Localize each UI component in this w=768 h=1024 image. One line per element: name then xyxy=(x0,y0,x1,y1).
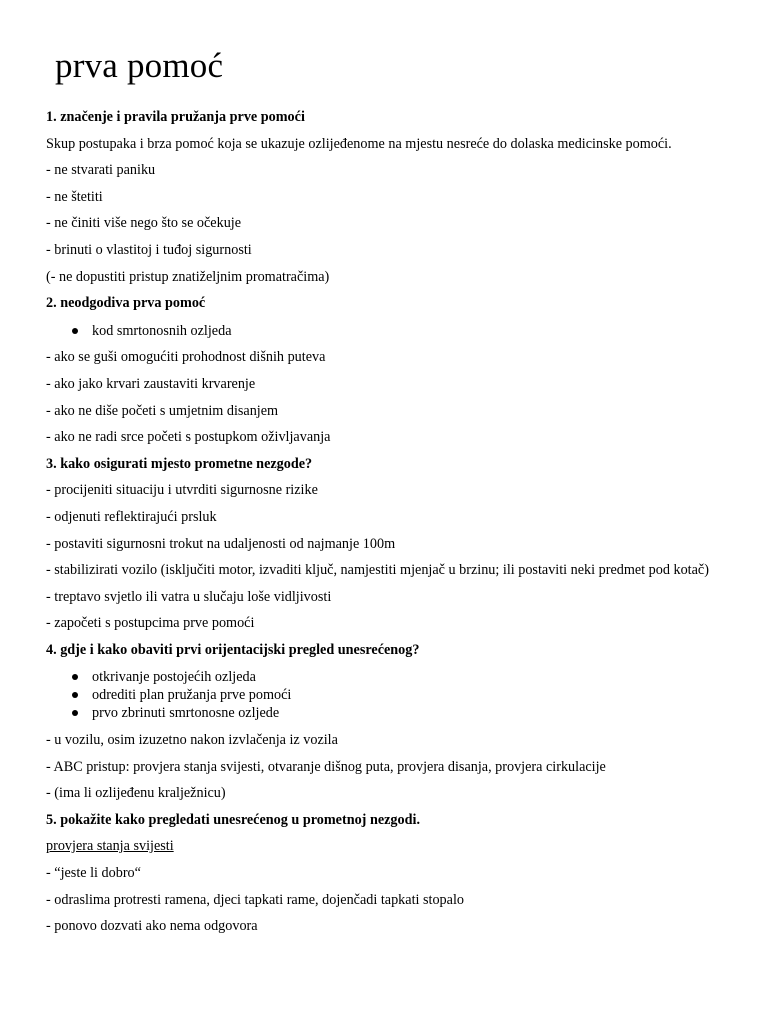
list-item: - započeti s postupcima prve pomoći xyxy=(46,615,255,632)
list-item: - ako jako krvari zaustaviti krvarenje xyxy=(46,375,256,392)
list-item: (- ne dopustiti pristup znatiželjnim promatračima) xyxy=(46,268,330,285)
list-item: - brinuti o vlastitoj i tuđoj sigurnosti xyxy=(46,241,252,258)
bullet-icon xyxy=(72,328,78,334)
bullet-item xyxy=(46,668,726,686)
section-2-heading: 2. neodgodiva prva pomoć xyxy=(46,295,206,312)
bullet-list xyxy=(46,322,726,340)
bullet-text: kod smrtonosnih ozljeda xyxy=(92,322,232,339)
list-item: - ako ne radi srce početi s postupkom oživljavanja xyxy=(46,429,331,446)
bullet-item xyxy=(46,686,726,704)
section-3-heading: 3. kako osigurati mjesto prometne nezgode? xyxy=(46,455,313,472)
section-1-heading: 1. značenje i pravila pružanja prve pomoći xyxy=(46,109,305,125)
section-4-heading: 4. gdje i kako obaviti prvi orijentacijski pregled unesrećenog? xyxy=(46,641,420,658)
bullet-icon xyxy=(72,674,78,680)
section-1-intro: Skup postupaka i brza pomoć koja se ukazuje ozlijeđenome na mjestu nesreće do dolaska medicinske pomoći. xyxy=(46,135,672,152)
bullet-text: odrediti plan pružanja prve pomoći xyxy=(92,687,292,704)
list-item: - ponovo dozvati ako nema odgovora xyxy=(46,918,258,935)
section-5-heading: 5. pokažite kako pregledati unesrećenog u prometnoj nezgodi. xyxy=(46,811,421,828)
list-item: - procijeniti situaciju i utvrditi sigurnosne rizike xyxy=(46,482,318,499)
bullet-item xyxy=(46,704,726,722)
section-5-subheading: provjera stanja svijesti xyxy=(46,838,174,855)
list-item: - “jeste li dobro“ xyxy=(46,865,141,882)
list-item: - stabilizirati vozilo (isključiti motor, izvaditi ključ, namjestiti mjenjač u brzinu; ili postaviti neki predmet pod kotač) xyxy=(46,562,709,579)
list-item: - (ima li ozlijeđenu kralježnicu) xyxy=(46,785,226,802)
bullet-list xyxy=(46,668,726,722)
document-body xyxy=(46,109,726,945)
bullet-icon xyxy=(72,710,78,716)
list-item: - odraslima protresti ramena, djeci tapkati rame, dojenčadi tapkati stopalo xyxy=(46,891,464,908)
list-item: - ne štetiti xyxy=(46,188,103,205)
list-item: - ne stvarati paniku xyxy=(46,162,156,179)
list-item: - u vozilu, osim izuzetno nakon izvlačenja iz vozila xyxy=(46,732,338,749)
list-item: - ABC pristup: provjera stanja svijesti, otvaranje dišnog puta, provjera disanja, provjera cirkulacije xyxy=(46,758,606,775)
bullet-text: prvo zbrinuti smrtonosne ozljede xyxy=(92,705,280,722)
bullet-text: otkrivanje postojećih ozljeda xyxy=(92,669,256,686)
list-item: - ako ne diše početi s umjetnim disanjem xyxy=(46,402,279,419)
list-item: - ako se guši omogućiti prohodnost dišnih puteva xyxy=(46,349,326,366)
bullet-item xyxy=(46,322,726,340)
list-item: - treptavo svjetlo ili vatra u slučaju loše vidljivosti xyxy=(46,588,332,605)
document-title: prva pomoć xyxy=(55,46,224,85)
list-item: - postaviti sigurnosni trokut na udaljenosti od najmanje 100m xyxy=(46,535,396,552)
list-item: - ne činiti više nego što se očekuje xyxy=(46,215,242,232)
list-item: - odjenuti reflektirajući prsluk xyxy=(46,508,217,525)
bullet-icon xyxy=(72,692,78,698)
